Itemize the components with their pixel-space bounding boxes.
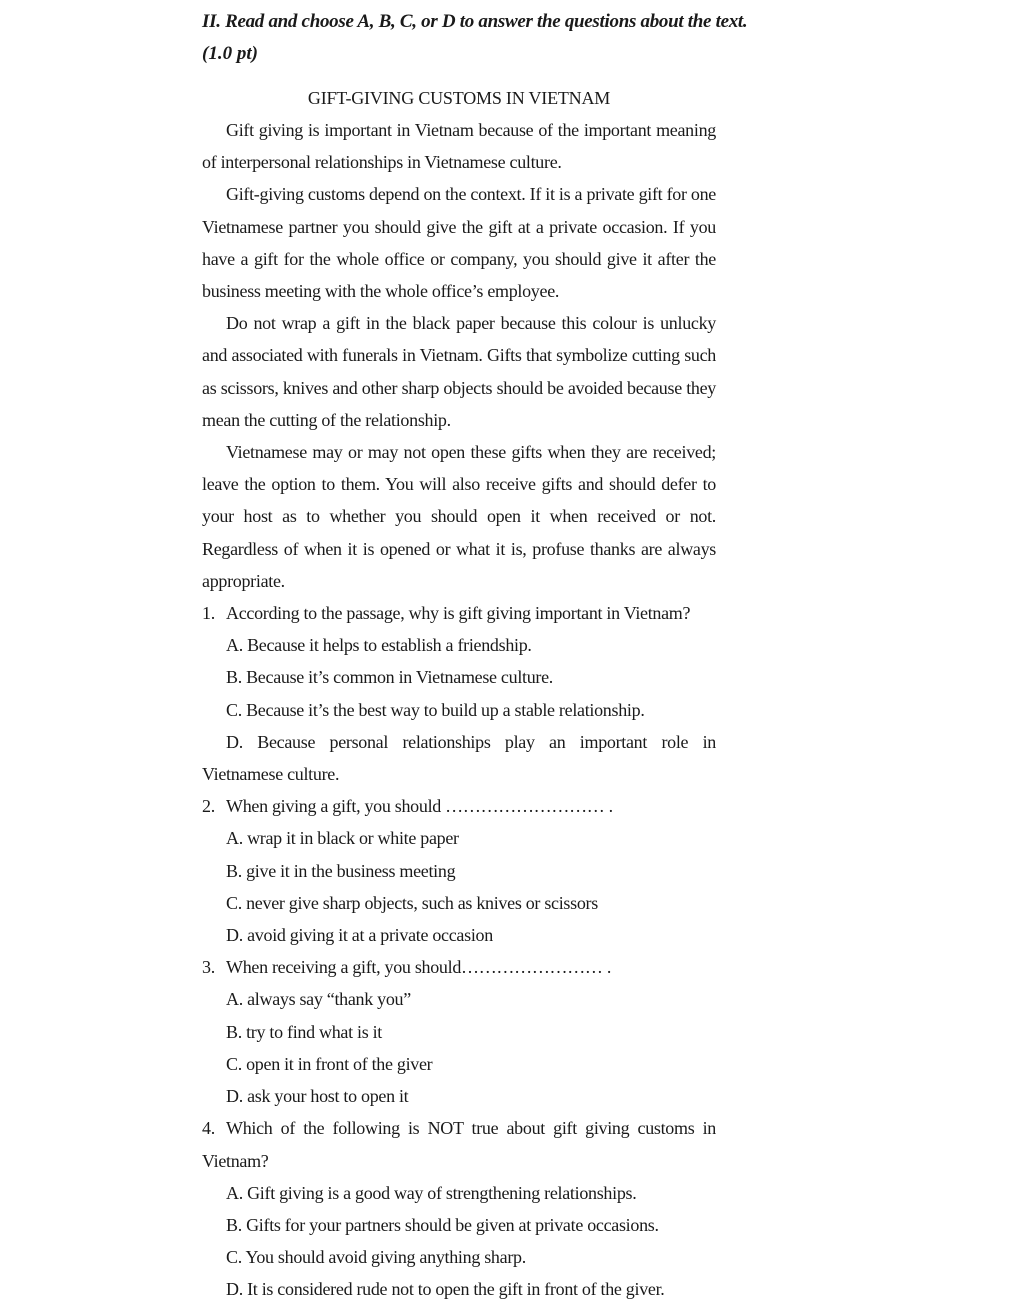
question-4-option-d[interactable]: D. It is considered rude not to open the gift in front of the giver.	[226, 1279, 665, 1300]
question-1	[202, 597, 716, 790]
question-2-number: 2.	[202, 796, 215, 817]
question-3-option-c[interactable]: C. open it in front of the giver	[226, 1053, 433, 1074]
question-4-text: Which of the following is NOT true about gift giving customs in Vietnam?	[202, 1118, 716, 1171]
question-3-text: When receiving a gift, you should…………………… .	[226, 957, 612, 978]
question-4-option-c[interactable]: C. You should avoid giving anything sharp.	[226, 1247, 526, 1268]
question-2-option-b[interactable]: B. give it in the business meeting	[226, 860, 456, 881]
question-2-option-c[interactable]: C. never give sharp objects, such as knives or scissors	[226, 892, 598, 913]
worksheet-page	[202, 6, 748, 1306]
question-2-stem	[202, 790, 716, 822]
section-points: (1.0 pt)	[202, 43, 258, 64]
section-heading: II. Read and choose A, B, C, or D to answer the questions about the text.	[202, 11, 748, 32]
question-1-option-b[interactable]: B. Because it’s common in Vietnamese culture.	[226, 667, 554, 688]
question-3-option-d[interactable]: D. ask your host to open it	[226, 1086, 409, 1107]
question-4-stem	[202, 1112, 716, 1176]
question-1-option-c[interactable]: C. Because it’s the best way to build up a stable relationship.	[226, 699, 645, 720]
question-4-option-b[interactable]: B. Gifts for your partners should be given at private occasions.	[226, 1214, 659, 1235]
question-2-option-a[interactable]: A. wrap it in black or white paper	[226, 828, 459, 849]
question-2-text: When giving a gift, you should ……………………… .	[226, 796, 613, 817]
passage-paragraph-1: Gift giving is important in Vietnam because of the important meaning of interpersonal relationships in Vietnamese culture.	[202, 120, 716, 173]
passage-paragraph-2: Gift-giving customs depend on the context. If it is a private gift for one Vietnamese partner you should give the gift at a private occasion. If you have a gift for the whole office or company, you should give it after the business meeting with the whole office’s employee.	[202, 184, 716, 302]
question-3-option-a[interactable]: A. always say “thank you”	[226, 989, 411, 1010]
question-3	[202, 951, 716, 1112]
question-3-number: 3.	[202, 957, 215, 978]
question-4	[202, 1112, 716, 1305]
question-1-option-d[interactable]: D. Because personal relationships play an important role in Vietnamese culture.	[202, 731, 716, 785]
question-4-number: 4.	[202, 1118, 215, 1139]
question-1-text: According to the passage, why is gift giving important in Vietnam?	[226, 603, 691, 624]
passage-paragraph-4: Vietnamese may or may not open these gifts when they are received; leave the option to them. You will also receive gifts and should defer to your host as to whether you should open it when received or not. Regardless of when it is opened or what it is, profuse thanks are always appropriate.	[202, 442, 716, 591]
question-1-option-a[interactable]: A. Because it helps to establish a friendship.	[226, 635, 532, 656]
question-3-option-b[interactable]: B. try to find what is it	[226, 1021, 382, 1042]
question-4-option-a[interactable]: A. Gift giving is a good way of strengthening relationships.	[226, 1182, 637, 1203]
passage-title: GIFT-GIVING CUSTOMS IN VIETNAM	[307, 88, 611, 108]
question-2	[202, 790, 716, 951]
question-3-stem	[202, 951, 716, 983]
question-1-number: 1.	[202, 603, 215, 624]
question-1-stem	[202, 597, 716, 629]
passage-paragraph-3: Do not wrap a gift in the black paper because this colour is unlucky and associated with funerals in Vietnam. Gifts that symbolize cutting such as scissors, knives and other sharp objects should be avoided because they mean the cutting of the relationship.	[202, 313, 716, 430]
question-2-option-d[interactable]: D. avoid giving it at a private occasion	[226, 925, 493, 946]
